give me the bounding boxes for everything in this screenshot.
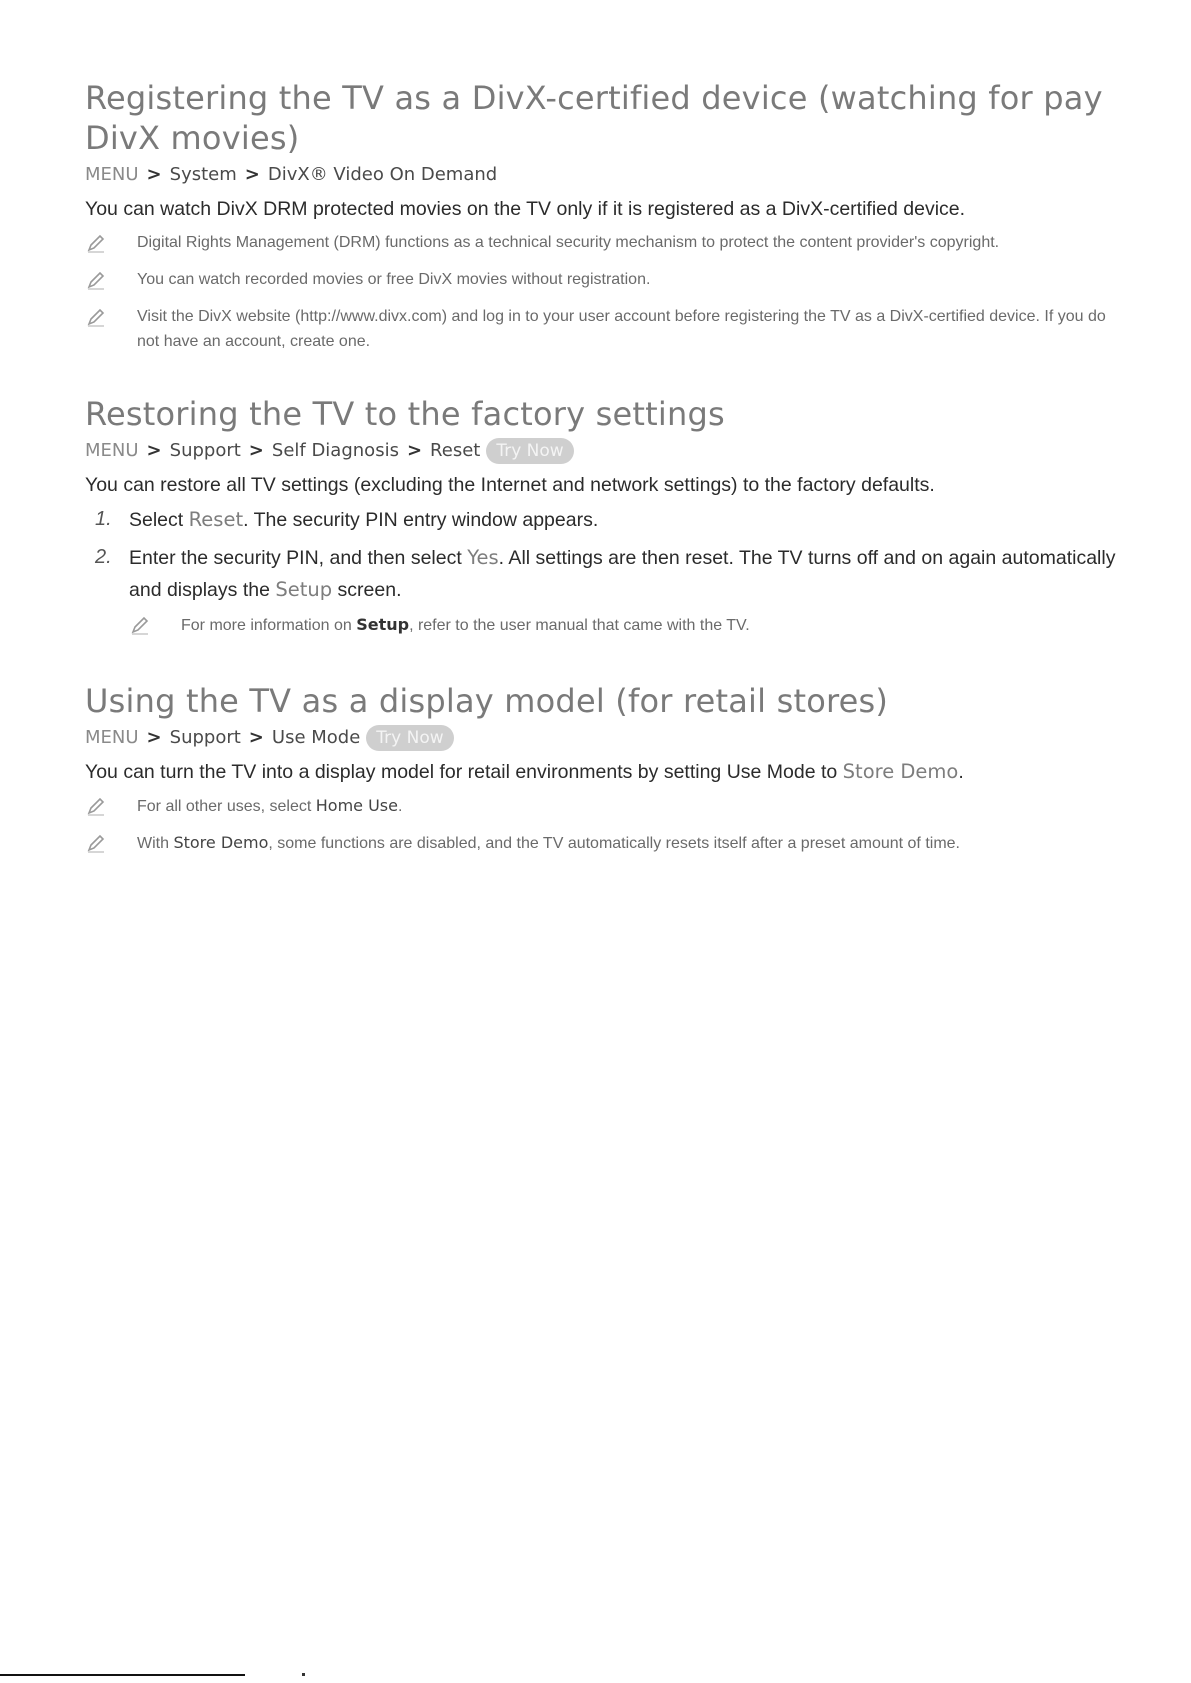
ui-term: Setup: [275, 578, 333, 601]
section-factory-reset: [85, 394, 1125, 641]
body-text-part: You can turn the TV into a display model for retail environments by setting Use Mode to: [85, 761, 843, 783]
ui-term: Reset: [188, 508, 244, 531]
section-body: [85, 757, 1125, 787]
note: [129, 612, 1125, 641]
step-text: [129, 504, 1125, 536]
section-divx-registration: [85, 78, 1125, 354]
menu-crumb-menu[interactable]: MENU: [85, 727, 139, 748]
step-text-part: Select: [129, 509, 189, 531]
menu-crumb-system[interactable]: System: [169, 164, 237, 185]
ui-term: Setup: [356, 615, 410, 634]
chevron-right-icon: >: [244, 164, 260, 185]
menu-crumb-support[interactable]: Support: [169, 440, 241, 461]
step-text-part: . All settings are then reset. The TV turns off and on again automatically and displays the: [129, 547, 1116, 601]
pencil-icon: [85, 830, 137, 859]
note: [85, 304, 1125, 354]
try-now-button[interactable]: Try Now: [366, 725, 453, 751]
note-text: [181, 612, 1125, 638]
chevron-right-icon: >: [248, 440, 264, 461]
footer-mark: [302, 1673, 305, 1676]
note: [85, 830, 1125, 859]
pencil-icon: [129, 612, 181, 641]
note-text: Digital Rights Management (DRM) functions as a technical security mechanism to protect the content provider's copyright.: [137, 234, 1000, 251]
note-text-part: .: [397, 798, 403, 815]
footer-rule: [0, 1674, 245, 1676]
menu-crumb-use-mode[interactable]: Use Mode: [271, 727, 361, 748]
steps-list: [85, 504, 1125, 606]
section-title: Using the TV as a display model (for retail stores): [85, 682, 889, 720]
note-text-part: For more information on: [181, 617, 357, 634]
note-text: You can watch recorded movies or free DivX movies without registration.: [137, 271, 651, 288]
note: [85, 230, 1125, 259]
menu-crumb-reset[interactable]: Reset: [430, 440, 481, 461]
pencil-icon: [85, 267, 137, 296]
section-body: You can watch DivX DRM protected movies on the TV only if it is registered as a DivX-certified device.: [85, 198, 966, 220]
pencil-icon: [85, 230, 137, 259]
note-text: [137, 793, 1125, 819]
section-title: Registering the TV as a DivX-certified device (watching for pay DivX movies): [85, 79, 1103, 157]
ui-term: Store Demo: [842, 760, 959, 783]
menu-path: [85, 725, 1125, 751]
menu-crumb-menu[interactable]: MENU: [85, 440, 139, 461]
body-text-part: .: [958, 761, 964, 783]
chevron-right-icon: >: [248, 727, 264, 748]
chevron-right-icon: >: [146, 440, 162, 461]
menu-path: [85, 438, 1125, 464]
ui-term: Store Demo: [173, 833, 269, 852]
ui-term: Yes: [467, 546, 499, 569]
step-text-part: Enter the security PIN, and then select: [129, 547, 468, 569]
note-text-part: With: [137, 835, 174, 852]
try-now-button[interactable]: Try Now: [486, 438, 573, 464]
chevron-right-icon: >: [146, 727, 162, 748]
step-number: 1.: [95, 508, 112, 530]
pencil-icon: [85, 304, 137, 333]
menu-crumb-self-diagnosis[interactable]: Self Diagnosis: [271, 440, 399, 461]
manual-page: [85, 78, 1125, 889]
step-text: [129, 542, 1125, 606]
pencil-icon: [85, 793, 137, 822]
chevron-right-icon: >: [146, 164, 162, 185]
menu-crumb-menu[interactable]: MENU: [85, 164, 139, 185]
section-title: Restoring the TV to the factory settings: [85, 395, 725, 433]
ui-term: Home Use: [315, 796, 398, 815]
note-text: [137, 830, 1125, 856]
note-text-part: For all other uses, select: [137, 798, 316, 815]
step-text-part: screen.: [332, 579, 402, 601]
note-text: Visit the DivX website (http://www.divx.com) and log in to your user account before registering the TV as a DivX-certified device. If you do not have an account, create one.: [137, 308, 1106, 350]
step-text-part: . The security PIN entry window appears.: [243, 509, 599, 531]
step-number: 2.: [95, 546, 112, 568]
chevron-right-icon: >: [406, 440, 423, 461]
step-item: [85, 542, 1125, 606]
section-body: You can restore all TV settings (excluding the Internet and network settings) to the factory defaults.: [85, 474, 935, 496]
note: [85, 793, 1125, 822]
menu-path: [85, 162, 1125, 188]
section-display-model: [85, 681, 1125, 859]
menu-crumb-support[interactable]: Support: [169, 727, 241, 748]
note-text-part: , refer to the user manual that came with the TV.: [409, 617, 750, 634]
step-item: [85, 504, 1125, 536]
menu-crumb-divx-vod[interactable]: DivX® Video On Demand: [267, 164, 498, 185]
note: [85, 267, 1125, 296]
note-text-part: , some functions are disabled, and the TV automatically resets itself after a preset amount of time.: [268, 835, 960, 852]
